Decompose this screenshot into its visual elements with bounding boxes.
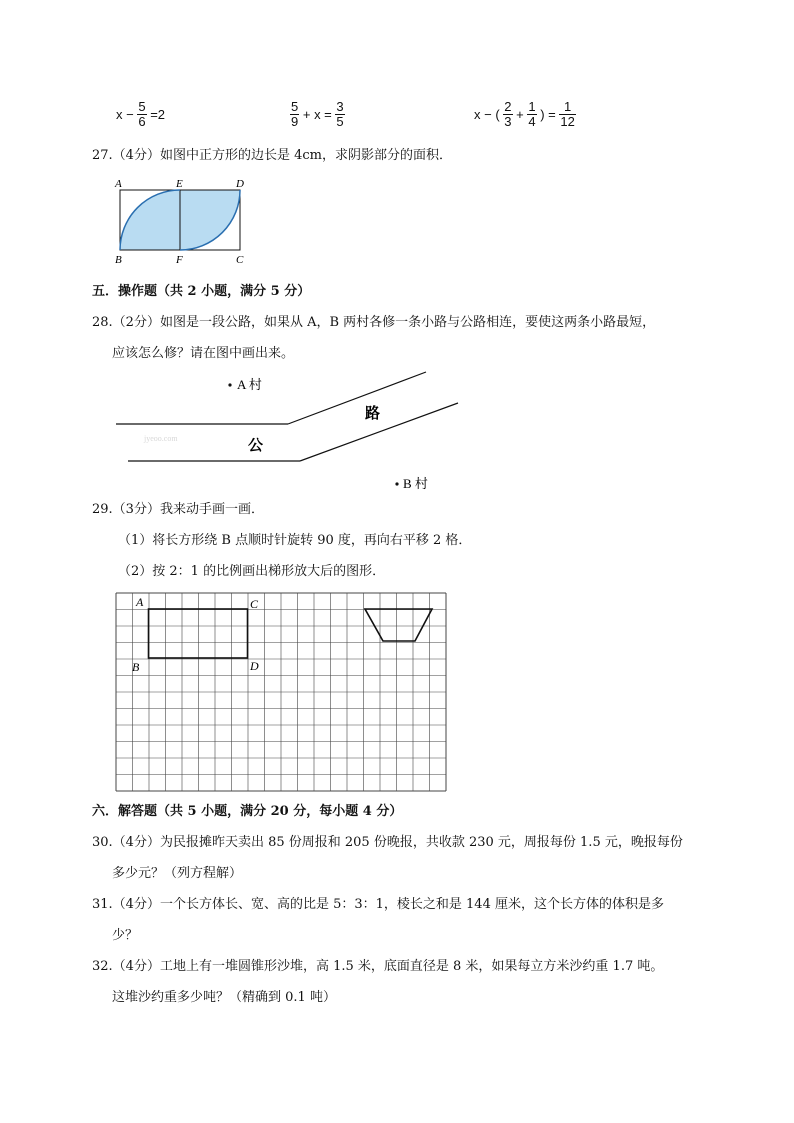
fraction: $\frac{1}{4}$ bbox=[528, 99, 536, 129]
label-d: D bbox=[236, 178, 244, 190]
rectangle-abcd bbox=[149, 609, 248, 658]
question-28-line1: 28.（2分）如图是一段公路，如果从 A，B 两村各修一条小路与公路相连，要使这两条小路最短， bbox=[92, 315, 656, 330]
label-f: F bbox=[176, 254, 183, 266]
label-c: C bbox=[250, 597, 259, 611]
label-a: A bbox=[136, 595, 144, 609]
label-d: D bbox=[250, 659, 259, 673]
road-label-lu: 路 bbox=[365, 406, 381, 422]
fraction: $\frac{1}{12}$ bbox=[560, 99, 575, 129]
equation-1: x − $\frac{5}{6}$ =2 bbox=[116, 99, 166, 129]
fraction: $\frac{2}{3}$ bbox=[504, 99, 512, 129]
road-label-gong: 公 bbox=[248, 438, 264, 454]
label-b: B bbox=[115, 254, 122, 266]
fraction: $\frac{5}{9}$ bbox=[291, 99, 299, 129]
shaded-region-left bbox=[120, 190, 180, 250]
road-top-edge-right bbox=[288, 372, 426, 424]
trapezoid bbox=[365, 609, 432, 641]
q28-road-figure bbox=[110, 366, 470, 496]
label-e: E bbox=[176, 178, 183, 190]
label-a: A bbox=[115, 178, 122, 190]
grid-lines bbox=[116, 593, 446, 791]
q29-grid-figure bbox=[112, 590, 454, 794]
fraction: $\frac{3}{5}$ bbox=[336, 99, 344, 129]
watermark: jyeoo.com bbox=[144, 434, 178, 443]
equation-2: $\frac{5}{9}$ + x = $\frac{3}{5}$ bbox=[291, 99, 344, 129]
fraction: $\frac{5}{6}$ bbox=[138, 99, 146, 129]
section-6-title: 六．解答题（共 5 小题，满分 20 分，每小题 4 分） bbox=[92, 804, 403, 819]
question-31-line2: 少？ bbox=[112, 928, 139, 943]
question-30-line1: 30.（4分）为民报摊昨天卖出 85 份周报和 205 份晚报，共收款 230 元，周报每份 1.5 元，晚报每份 bbox=[92, 835, 683, 850]
question-32-line1: 32.（4分）工地上有一堆圆锥形沙堆，高 1.5 米，底面直径是 8 米，如果每立方米沙约重 1.7 吨。 bbox=[92, 959, 664, 974]
question-29-text: 29.（3分）我来动手画一画． bbox=[92, 502, 264, 517]
label-b: B bbox=[132, 660, 140, 674]
shaded-region-right bbox=[180, 190, 240, 250]
question-28-line2: 应该怎么修？请在图中画出来。 bbox=[112, 346, 295, 361]
question-29-sub1: （1）将长方形绕 B 点顺时针旋转 90 度，再向右平移 2 格． bbox=[118, 533, 472, 548]
question-31-line1: 31.（4分）一个长方体长、宽、高的比是 5：3：1，棱长之和是 144 厘米，这个长方体的体积是多 bbox=[92, 897, 664, 912]
label-c: C bbox=[236, 254, 244, 266]
village-b-label: B 村 bbox=[403, 476, 428, 491]
village-a-label: A 村 bbox=[237, 377, 262, 392]
village-a-dot bbox=[228, 383, 231, 386]
section-5-title: 五．操作题（共 2 小题，满分 5 分） bbox=[92, 284, 311, 299]
village-b-dot bbox=[395, 482, 398, 485]
question-30-line2: 多少元？（列方程解） bbox=[112, 866, 243, 881]
equation-3: x − ( $\frac{2}{3}$ + $\frac{1}{4}$ ) = $\frac{1}{12}$ bbox=[474, 99, 575, 129]
question-27-text: 27.（4分）如图中正方形的边长是 4cm，求阴影部分的面积． bbox=[92, 148, 452, 163]
q27-figure bbox=[108, 172, 248, 266]
question-29-sub2: （2）按 2：1 的比例画出梯形放大后的图形． bbox=[118, 564, 386, 579]
question-32-line2: 这堆沙约重多少吨？（精确到 0.1 吨） bbox=[112, 990, 336, 1005]
